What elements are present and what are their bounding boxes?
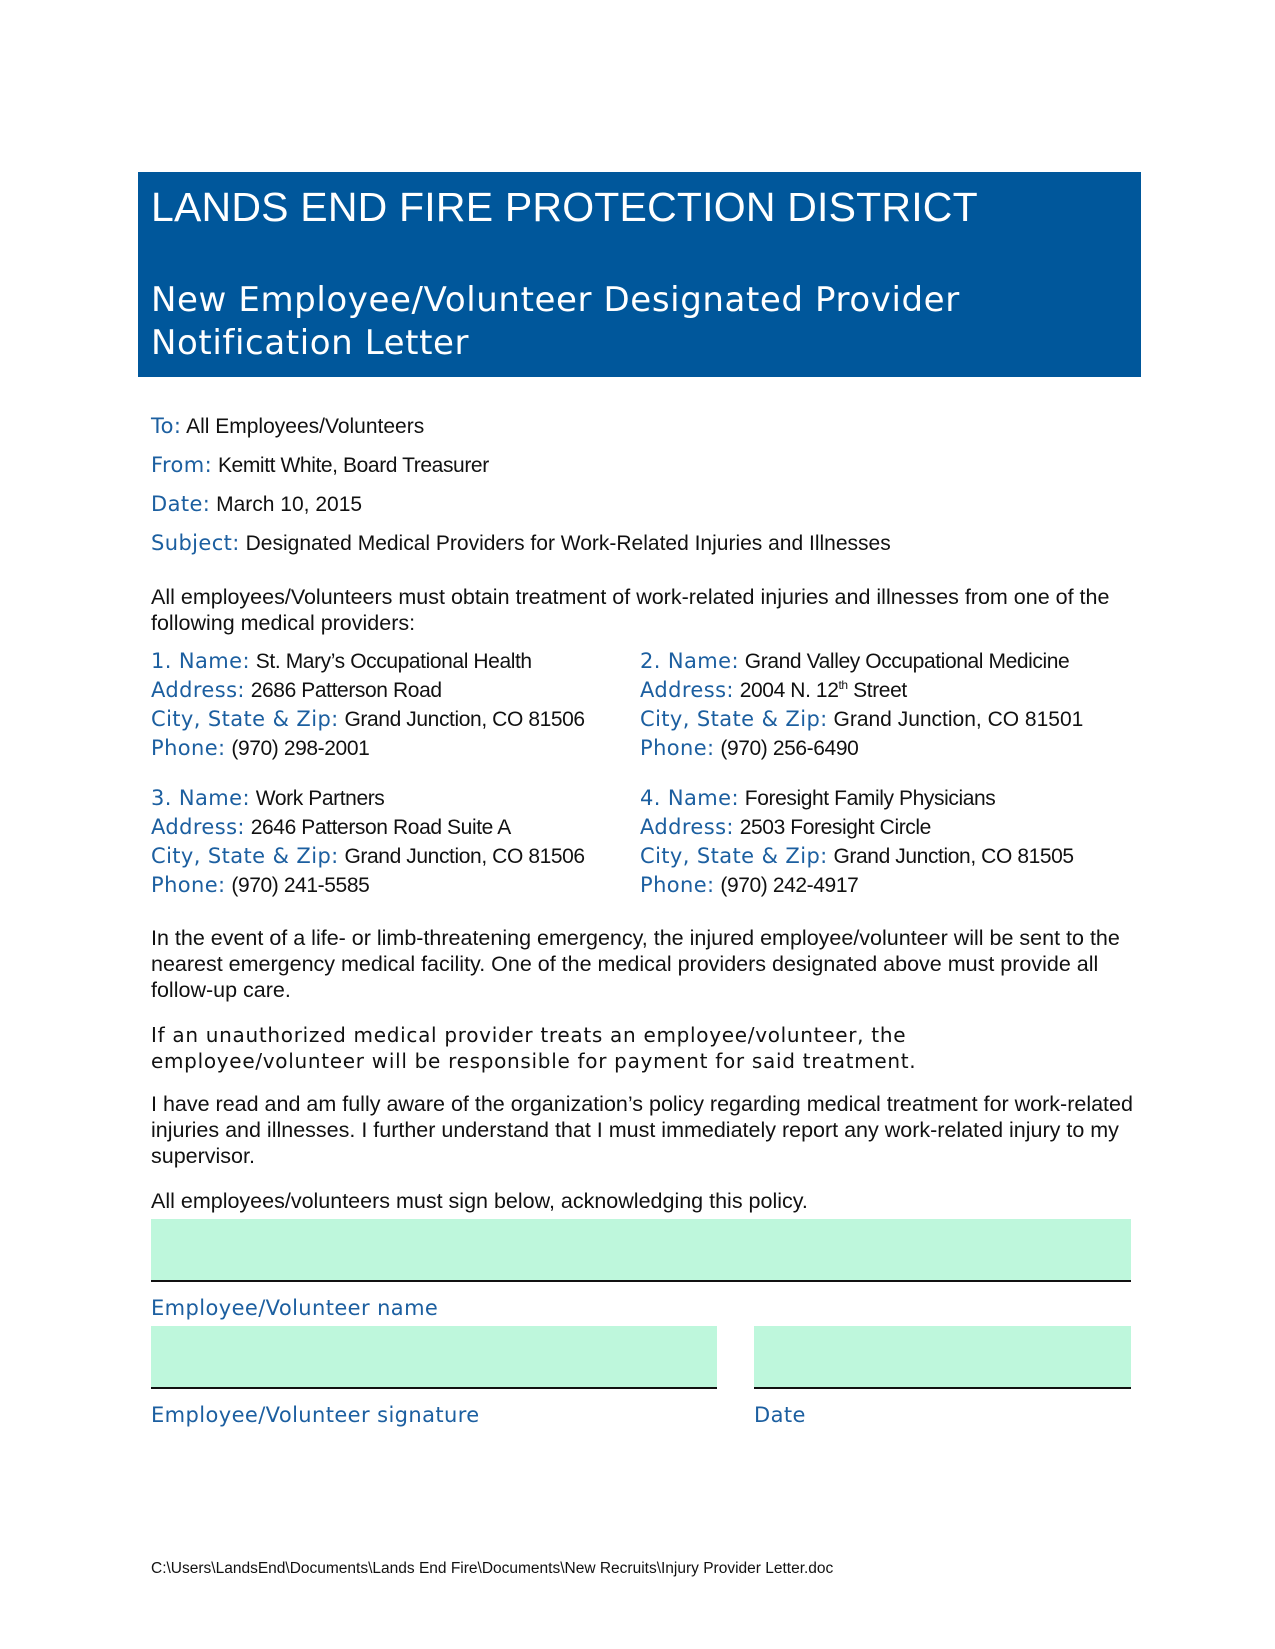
provider-phone: (970) 298-2001 [231, 737, 370, 760]
phone-label: Phone: [151, 736, 226, 760]
provider-name: Work Partners [255, 787, 385, 810]
memo-from [151, 453, 489, 478]
sign-instruction: All employees/volunteers must sign below, acknowledging this policy. [151, 1189, 808, 1213]
provider-address [740, 679, 907, 702]
city-label: City, State & Zip: [640, 707, 828, 731]
phone-label: Phone: [640, 873, 715, 897]
file-path-footer: C:\Users\LandsEnd\Documents\Lands End Fire\Documents\New Recruits\Injury Provider Letter.doc [151, 1560, 834, 1577]
provider-address: 2686 Patterson Road [250, 679, 442, 702]
name-label: 3. Name: [151, 786, 250, 810]
from-value: Kemitt White, Board Treasurer [217, 454, 489, 477]
city-label: City, State & Zip: [151, 844, 339, 868]
employee-signature-label: Employee/Volunteer signature [151, 1403, 480, 1427]
subject-value: Designated Medical Providers for Work-Related Injuries and Illnesses [245, 532, 891, 555]
name-label: 2. Name: [640, 649, 739, 673]
provider-name: Grand Valley Occupational Medicine [744, 650, 1070, 673]
employee-signature-field[interactable] [151, 1326, 717, 1389]
provider-address: 2646 Patterson Road Suite A [250, 816, 511, 839]
date-field[interactable] [754, 1326, 1131, 1389]
header-banner [138, 172, 1141, 377]
letter-title: New Employee/Volunteer Designated Provider Notification Letter [151, 280, 960, 363]
from-label: From: [151, 453, 213, 477]
provider-city: Grand Junction, CO 81506 [344, 845, 585, 868]
provider-city: Grand Junction, CO 81506 [344, 708, 585, 731]
provider-city: Grand Junction, CO 81505 [833, 845, 1074, 868]
date-field-label: Date [754, 1403, 806, 1427]
phone-label: Phone: [151, 873, 226, 897]
provider-card-2 [640, 647, 1083, 763]
provider-phone: (970) 241-5585 [231, 874, 370, 897]
employee-name-field[interactable] [151, 1219, 1131, 1282]
city-label: City, State & Zip: [151, 707, 339, 731]
unauthorized-paragraph: If an unauthorized medical provider treats an employee/volunteer, the employee/volunteer will be responsible for payment for said treatment. [151, 1023, 917, 1073]
provider-phone: (970) 256-6490 [720, 737, 859, 760]
address-label: Address: [640, 815, 734, 839]
provider-card-1 [151, 647, 585, 763]
provider-card-4 [640, 784, 1074, 900]
subject-label: Subject: [151, 531, 240, 555]
date-value: March 10, 2015 [216, 493, 363, 516]
address-label: Address: [640, 678, 734, 702]
organization-name: LANDS END FIRE PROTECTION DISTRICT [151, 184, 978, 230]
acknowledge-paragraph: I have read and am fully aware of the organization’s policy regarding medical treatment for work-related injuries and illnesses. I further understand that I must immediately report any work-related injury to my supervisor. [151, 1092, 1133, 1168]
city-label: City, State & Zip: [640, 844, 828, 868]
memo-to [151, 414, 424, 439]
phone-label: Phone: [640, 736, 715, 760]
to-label: To: [151, 414, 182, 438]
emergency-paragraph: In the event of a life- or limb-threatening emergency, the injured employee/volunteer will be sent to the nearest emergency medical facility. One of the medical providers designated above must provide all follow-up care. [151, 926, 1120, 1002]
address-label: Address: [151, 815, 245, 839]
address-number: 2004 N. 12 [739, 679, 839, 702]
provider-card-3 [151, 784, 585, 900]
to-value: All Employees/Volunteers [186, 415, 425, 438]
ordinal-suffix: th [838, 678, 848, 692]
provider-name: Foresight Family Physicians [744, 787, 996, 810]
memo-subject [151, 531, 891, 556]
provider-address: 2503 Foresight Circle [739, 816, 931, 839]
provider-name: St. Mary’s Occupational Health [255, 650, 532, 673]
provider-phone: (970) 242-4917 [720, 874, 859, 897]
memo-date [151, 492, 362, 517]
name-label: 1. Name: [151, 649, 250, 673]
provider-city: Grand Junction, CO 81501 [833, 708, 1084, 731]
employee-name-label: Employee/Volunteer name [151, 1296, 439, 1320]
name-label: 4. Name: [640, 786, 739, 810]
address-label: Address: [151, 678, 245, 702]
intro-paragraph: All employees/Volunteers must obtain treatment of work-related injuries and illnesses from one of the following medical providers: [151, 585, 1110, 635]
address-street: Street [847, 679, 907, 702]
date-label: Date: [151, 492, 211, 516]
